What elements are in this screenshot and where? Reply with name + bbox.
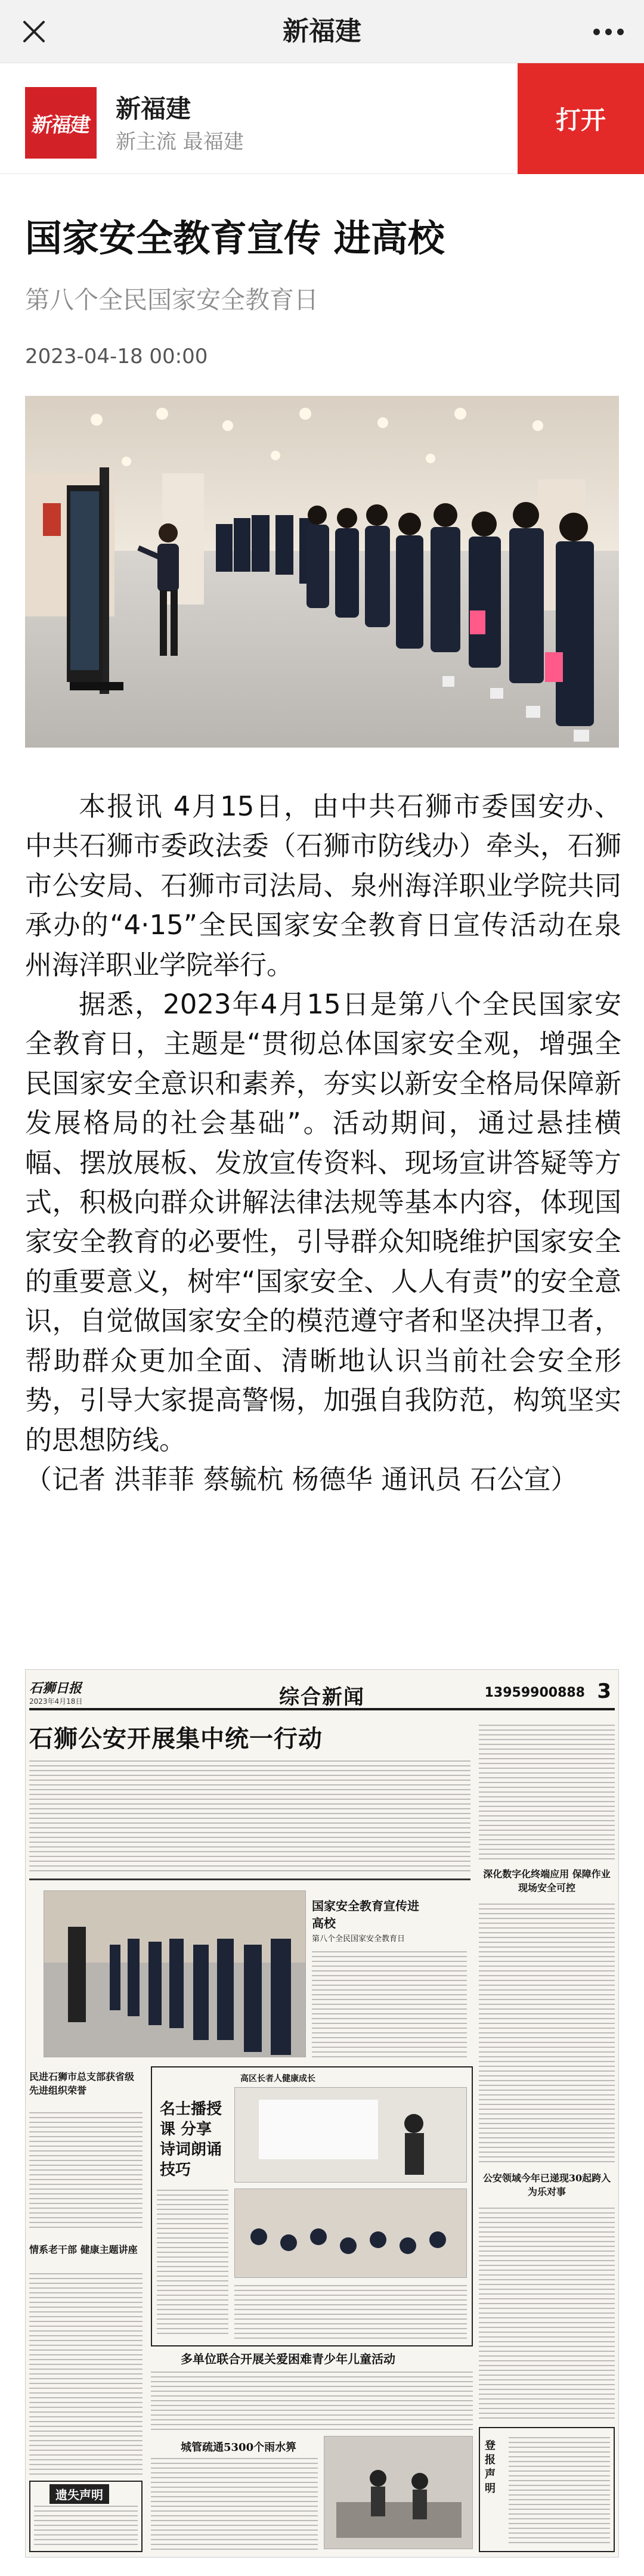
newspaper-text-block (34, 2504, 138, 2546)
newspaper-phone: 13959900888 (484, 1685, 585, 1700)
article-paragraph: 本报讯 4月15日，由中共石狮市委国安办、中共石狮市委政法委（石狮市防线办）牵头，石狮市公安局、石狮市司法局、泉州海洋职业学院共同承办的“4·15”全民国家安全教育日宣传活动在泉州海洋职业学院举行。 (25, 791, 621, 981)
newspaper-feature-title: 名士播授课 分享诗词朗诵技巧 (160, 2100, 222, 2179)
open-app-button[interactable]: 打开 (518, 63, 644, 174)
article-subtitle: 第八个全民国家安全教育日 (25, 286, 318, 314)
more-dots-icon (617, 29, 624, 35)
newspaper-side-title: 深化数字化终端应用 保障作业现场安全可控 (483, 1868, 611, 1893)
more-dots-icon (593, 29, 600, 35)
article-date: 2023-04-18 00:00 (25, 345, 208, 368)
newspaper-notice-title: 遗失声明 (49, 2484, 109, 2504)
article-photo[interactable] (25, 396, 619, 748)
app-name: 新福建 (116, 94, 191, 123)
newspaper-masthead: 石狮日报 (29, 1681, 82, 1696)
newspaper-text-block (479, 2206, 615, 2421)
newspaper-side-title: 公安领域今年已递现30起跨入为乐对事 (482, 2172, 611, 2197)
newspaper-feature-kicker: 高区长者人健康成长 (240, 2074, 315, 2084)
newspaper-story-title: 国家安全教育宣传进高校 (312, 1899, 419, 1930)
newspaper-story-subtitle: 第八个全民国家安全教育日 (312, 1935, 405, 1943)
newspaper-bottom-left-title: 城管疏通5300个雨水箅 (181, 2441, 297, 2454)
newspaper-left-title: 情系老干部 健康主题讲座 (29, 2244, 138, 2255)
newspaper-date: 2023年4月18日 (29, 1697, 83, 1706)
newspaper-text-block (157, 2188, 228, 2338)
newspaper-text-block (29, 2111, 143, 2230)
article-credit: （记者 洪菲菲 蔡毓杭 杨德华 通讯员 石公宣） (25, 1463, 578, 1495)
newspaper-photo (234, 2188, 467, 2278)
newspaper-text-block (29, 1759, 470, 1873)
newspaper-photo (324, 2436, 473, 2549)
newspaper-bottom-title: 多单位联合开展关爱困难青少年儿童活动 (181, 2352, 395, 2366)
newspaper-text-block (479, 1723, 615, 1861)
newspaper-header (29, 1676, 615, 1710)
newspaper-ad-label: 登报声明 (485, 2439, 496, 2495)
close-icon (22, 20, 46, 44)
article-body (25, 787, 621, 1499)
newspaper-section: 综合新闻 (279, 1685, 365, 1709)
newspaper-text-block (151, 2457, 318, 2552)
article-title: 国家安全教育宣传 进高校 (25, 216, 445, 260)
more-button[interactable] (584, 11, 632, 52)
article-paragraph: 据悉，2023年4月15日是第八个全民国家安全教育日，主题是“贯彻总体国家安全观，增强全民国家安全意识和素养，夯实以新安全格局保障新发展格局的社会基础”。活动期间，通过悬挂横幅、摆放展板、发放宣传资料、现场宣讲答疑等方式，积极向群众讲解法律法规等基本内容，体现国家安全教育的必要性，引导群众知晓维护国家安全的重要意义，树牢“国家安全、人人有责”的安全意识，自觉做国家安全的模范遵守者和坚决捍卫者，帮助群众更加全面、清晰地认识当前社会安全形势，引导大家提高警惕，加强自我防范，构筑坚实的思想防线。 (25, 988, 621, 1456)
newspaper-page-number: 3 (597, 1679, 611, 1703)
newspaper-text-block (312, 1950, 467, 2057)
newspaper-text-block (479, 1902, 615, 2165)
app-slogan: 新主流 最福建 (116, 130, 244, 154)
more-dots-icon (605, 29, 612, 35)
newspaper-text-block (234, 2284, 467, 2341)
newspaper-headline: 石狮公安开展集中统一行动 (29, 1725, 323, 1753)
app-logo[interactable] (25, 87, 97, 159)
newspaper-text-block (151, 2370, 473, 2430)
newspaper-divider (29, 1878, 470, 1880)
newspaper-left-title: 民进石狮市总支部获省级先进组织荣誉 (29, 2071, 135, 2096)
newspaper-text-block (509, 2436, 610, 2543)
app-logo-text: 新福建 (30, 113, 91, 137)
newspaper-text-block (29, 2272, 143, 2475)
newspaper-photo (234, 2087, 467, 2183)
top-nav-bar (0, 0, 644, 63)
newspaper-photo (44, 1890, 306, 2057)
app-download-banner (0, 63, 644, 174)
close-button[interactable] (13, 11, 55, 52)
newspaper-page-image[interactable] (25, 1669, 619, 2558)
page-title: 新福建 (283, 16, 361, 47)
event-photo-illustration (25, 396, 619, 748)
